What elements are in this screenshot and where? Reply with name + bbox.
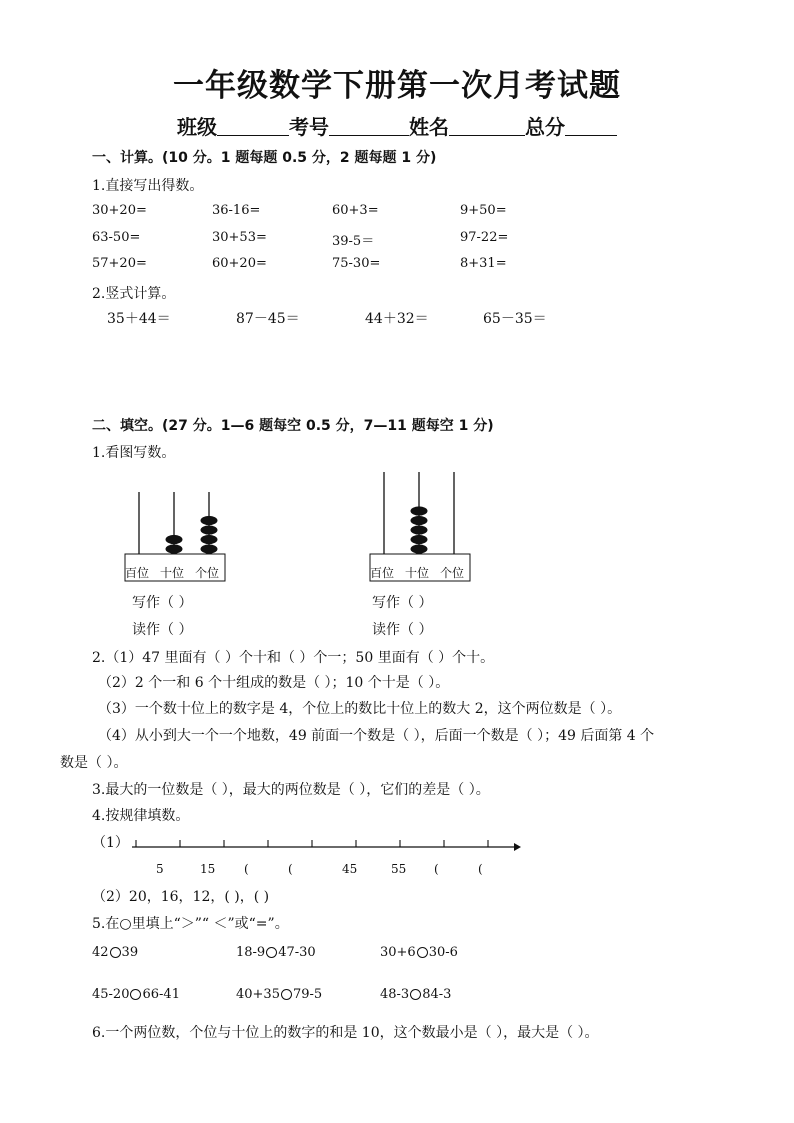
oral-calc-r2c3: 39-5＝	[332, 234, 375, 249]
abacus-1-label-tens: 十位	[160, 566, 185, 580]
section2-heading: 二、填空。(27 分。1—6 题每空 0.5 分，7—11 题每空 1 分)	[92, 418, 494, 434]
compare-1-circle[interactable]	[110, 947, 121, 958]
oral-calc-r3c2: 60+20=	[212, 256, 267, 271]
name-label: 姓名	[409, 115, 449, 139]
compare-4-right: 66-41	[142, 987, 180, 1002]
number-line-arrow	[514, 843, 521, 851]
number-line-drawing	[130, 834, 522, 856]
s2-q3: 3.最大的一位数是（ ），最大的两位数是（ ），它们的差是（ ）。	[92, 782, 490, 798]
compare-2-circle[interactable]	[266, 947, 277, 958]
abacus-2-write[interactable]: 写作（ ）	[372, 595, 433, 611]
compare-1-right: 39	[121, 945, 139, 960]
oral-calc-r1c4: 9+50=	[460, 203, 507, 218]
numberline-label-2: 15	[200, 862, 216, 876]
abacus-2-bead-tens-2	[411, 535, 428, 544]
compare-5-left: 40+35	[236, 987, 280, 1002]
vertical-calc-1: 35＋44＝	[107, 311, 171, 327]
abacus-1-bead-ones-4	[201, 516, 218, 525]
exam-no-blank[interactable]	[329, 115, 409, 136]
oral-calc-r3c4: 8+31=	[460, 256, 507, 271]
total-blank[interactable]	[565, 115, 617, 136]
abacus-2-bead-tens-4	[411, 516, 428, 525]
compare-6	[380, 987, 451, 1002]
oral-calc-r1c1: 30+20=	[92, 203, 147, 218]
s2-q4-title: 4.按规律填数。	[92, 808, 190, 824]
total-label: 总分	[525, 115, 565, 139]
oral-calc-r3c1: 57+20=	[92, 256, 147, 271]
compare-4-left: 45-20	[92, 987, 130, 1002]
compare-5	[236, 987, 322, 1002]
numberline-label-5: 45	[342, 862, 358, 876]
abacus-1-bead-ones-2	[201, 535, 218, 544]
number-line-labels	[130, 862, 522, 882]
abacus-2-bead-tens-3	[411, 525, 428, 534]
compare-6-circle[interactable]	[410, 989, 421, 1000]
abacus-1-write[interactable]: 写作（ ）	[132, 595, 193, 611]
name-blank[interactable]	[449, 115, 525, 136]
number-line	[130, 834, 522, 856]
abacus-1-bead-ones-1	[201, 544, 218, 553]
s2-q4-2: （2）20，16，12，( )，( )	[92, 889, 270, 905]
page-title: 一年级数学下册第一次月考试题	[173, 68, 621, 104]
abacus-2-read[interactable]: 读作（ ）	[372, 622, 433, 638]
student-info-line	[0, 111, 794, 140]
compare-5-circle[interactable]	[281, 989, 292, 1000]
numberline-label-6: 55	[391, 862, 407, 876]
abacus-2-label-hundreds: 百位	[370, 566, 395, 580]
s2-q5-title: 5.在○里填上“＞”“ ＜”或“=”。	[92, 916, 289, 932]
s2-q2-4a: （4）从小到大一个一个地数，49 前面一个数是（ ），后面一个数是（ ）；49 后面第 4 个	[98, 728, 655, 744]
compare-1-left: 42	[92, 945, 109, 960]
compare-4-circle[interactable]	[130, 989, 141, 1000]
vertical-calc-2: 87－45＝	[236, 311, 300, 327]
s2-q2-3: （3）一个数十位上的数字是 4，个位上的数比十位上的数大 2，这个两位数是（ ）。	[98, 701, 622, 717]
compare-3-right: 30-6	[428, 945, 458, 960]
compare-3-left: 30+6	[380, 945, 416, 960]
s2-q2-4b: 数是（ ）。	[60, 755, 128, 771]
s2-q4-1-label: （1）	[92, 835, 129, 851]
abacus-1-bead-tens-1	[166, 544, 183, 553]
abacus-2-bead-tens-5	[411, 506, 428, 515]
abacus-1-read[interactable]: 读作（ ）	[132, 622, 193, 638]
numberline-label-3[interactable]: (	[244, 862, 249, 876]
s2-q6: 6.一个两位数，个位与十位上的数字的和是 10，这个数最小是（ ），最大是（ ）。	[92, 1025, 599, 1041]
numberline-label-7[interactable]: (	[434, 862, 439, 876]
abacus-1-label-hundreds: 百位	[125, 566, 150, 580]
compare-4	[92, 987, 180, 1002]
compare-6-left: 48-3	[380, 987, 410, 1002]
numberline-label-8[interactable]: (	[478, 862, 483, 876]
abacus-2-bead-tens-1	[411, 544, 428, 553]
oral-calc-r1c3: 60+3=	[332, 203, 379, 218]
compare-2-left: 18-9	[236, 945, 266, 960]
oral-calc-r2c4: 97-22=	[460, 230, 509, 245]
s1-q1-title: 1.直接写出得数。	[92, 178, 204, 194]
compare-3	[380, 945, 458, 960]
compare-6-right: 84-3	[422, 987, 452, 1002]
s1-q2-title: 2.竖式计算。	[92, 286, 176, 302]
oral-calc-r2c1: 63-50=	[92, 230, 141, 245]
numberline-label-4[interactable]: (	[288, 862, 293, 876]
abacus-1-label-ones: 个位	[195, 566, 220, 580]
vertical-calc-3: 44＋32＝	[365, 311, 429, 327]
abacus-1-bead-ones-3	[201, 525, 218, 534]
s2-q2-2: （2）2 个一和 6 个十组成的数是（ ）；10 个十是（ ）。	[98, 675, 450, 691]
class-label: 班级	[177, 115, 217, 139]
oral-calc-r3c3: 75-30=	[332, 256, 381, 271]
compare-5-right: 79-5	[292, 987, 323, 1002]
exam-no-label: 考号	[289, 115, 329, 139]
abacus-2-label-ones: 个位	[440, 566, 465, 580]
s2-q1-title: 1.看图写数。	[92, 445, 176, 461]
oral-calc-r1c2: 36-16=	[212, 203, 261, 218]
compare-3-circle[interactable]	[417, 947, 428, 958]
vertical-calc-4: 65－35＝	[483, 311, 547, 327]
abacus-2-label-tens: 十位	[405, 566, 430, 580]
section1-heading: 一、计算。(10 分。1 题每题 0.5 分，2 题每题 1 分)	[92, 150, 437, 166]
compare-2-right: 47-30	[278, 945, 316, 960]
oral-calc-r2c2: 30+53=	[212, 230, 267, 245]
abacus-1-bead-tens-2	[166, 535, 183, 544]
numberline-label-1: 5	[156, 862, 164, 876]
s2-q2-1: 2.（1）47 里面有（ ）个十和（ ）个一；50 里面有（ ）个十。	[92, 650, 495, 666]
compare-2	[236, 945, 316, 960]
class-blank[interactable]	[217, 115, 289, 136]
compare-1	[92, 945, 138, 960]
